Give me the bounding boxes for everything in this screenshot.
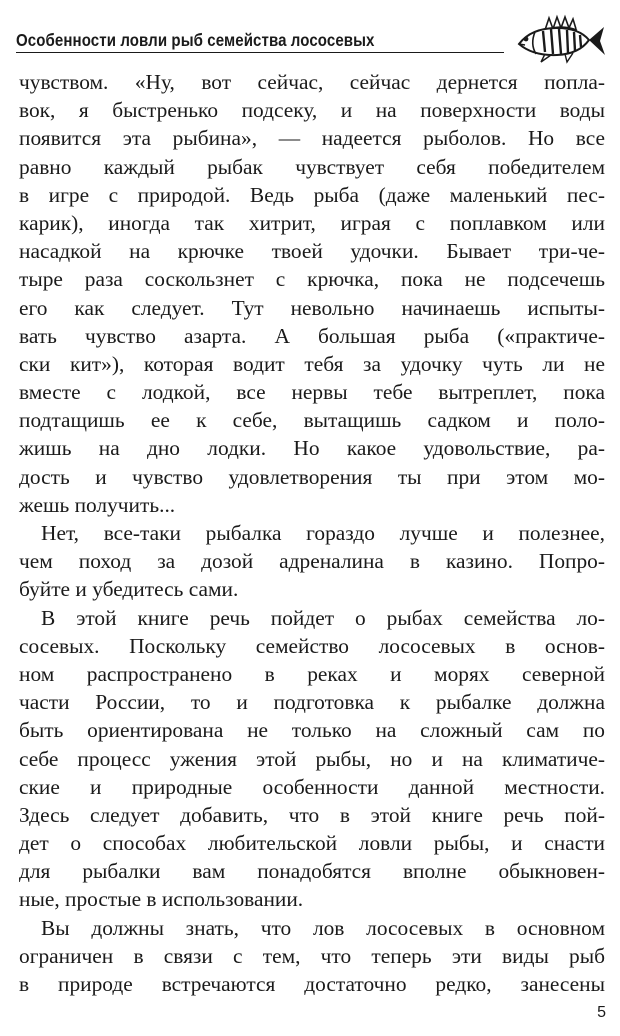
text-line: подтащишь ее к себе, вытащишь садком и поло- bbox=[19, 408, 605, 433]
text-line: жишь на дно лодки. Но какое удовольствие, ра- bbox=[19, 436, 605, 461]
page-header bbox=[16, 14, 608, 66]
text-line: ном распространено в реках и морях северной bbox=[19, 661, 605, 686]
text-line: ограничен в связи с тем, что теперь эти виды рыб bbox=[19, 943, 605, 968]
text-line: Вы должны знать, что лов лососевых в основном bbox=[41, 915, 605, 940]
fish-icon bbox=[511, 14, 607, 66]
page-number: 5 bbox=[597, 1004, 606, 1021]
text-line: ные, простые в использовании. bbox=[19, 887, 304, 912]
text-line: сосевых. Поскольку семейство лососевых в основ- bbox=[19, 633, 605, 658]
text-line: дет о способах любительской ловли рыбы, и снасти bbox=[19, 831, 605, 856]
text-line: появится эта рыбина», — надеется рыболов. Но все bbox=[19, 126, 605, 151]
text-line: для рыбалки вам понадобятся вполне обыкновен- bbox=[19, 859, 605, 884]
paragraph-4 bbox=[19, 914, 605, 999]
text-line: в природе встречаются достаточно редко, занесены bbox=[19, 972, 605, 996]
text-line: себе процесс ужения этой рыбы, но и на климатиче- bbox=[19, 746, 605, 771]
text-line: жешь получить... bbox=[19, 492, 176, 517]
text-line: насадкой на крючке твоей удочки. Бывает три-че- bbox=[19, 239, 605, 264]
header-rule bbox=[16, 52, 504, 53]
text-line: быть ориентирована не только на сложный сам по bbox=[19, 718, 605, 743]
text-line: части России, то и подготовка к рыбалке должна bbox=[19, 690, 605, 715]
text-line: равно каждый рыбак чувствует себя победителем bbox=[19, 154, 605, 179]
text-line: вать чувство азарта. А большая рыба («практиче- bbox=[19, 323, 605, 348]
text-line: ски кит»), которая водит тебя за удочку чуть ли не bbox=[19, 351, 605, 376]
text-line: Здесь следует добавить, что в этой книге речь пой- bbox=[19, 802, 605, 827]
paragraph-3 bbox=[19, 604, 605, 914]
text-line: дость и чувство удовлетворения ты при этом мо- bbox=[19, 464, 605, 489]
text-line: буйте и убедитесь сами. bbox=[19, 577, 239, 602]
text-line: в игре с природой. Ведь рыба (даже маленький пес- bbox=[19, 182, 605, 207]
text-line: ские и природные особенности данной местности. bbox=[19, 774, 605, 799]
text-line: Нет, все-таки рыбалка гораздо лучше и полезнее, bbox=[41, 521, 605, 545]
text-line: тыре раза соскользнет с крючка, пока не подсечешь bbox=[19, 267, 605, 292]
text-line: чем поход за дозой адреналина в казино. Попро- bbox=[19, 549, 605, 574]
text-line: его как следует. Тут невольно начинаешь испыты- bbox=[19, 295, 605, 320]
body-text bbox=[19, 68, 605, 998]
text-line: вместе с лодкой, все нервы тебе вытреплет, пока bbox=[19, 380, 605, 405]
text-line: карик), иногда так хитрит, играя с поплавком или bbox=[19, 210, 605, 235]
paragraph-2 bbox=[19, 519, 605, 604]
running-head: Особенности ловли рыб семейства лососевых bbox=[16, 30, 375, 50]
text-line: чувством. «Ну, вот сейчас, сейчас дернется попла- bbox=[19, 70, 605, 94]
text-line: вок, я быстренько подсеку, и на поверхности воды bbox=[19, 98, 605, 123]
paragraph-1 bbox=[19, 68, 605, 519]
text-line: В этой книге речь пойдет о рыбах семейства ло- bbox=[41, 605, 605, 630]
